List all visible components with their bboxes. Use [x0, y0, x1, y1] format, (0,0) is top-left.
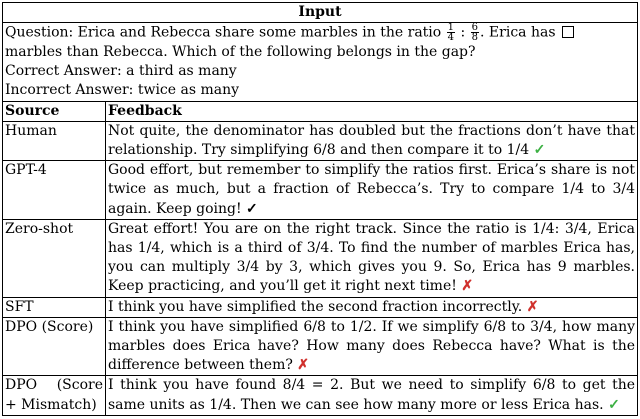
- source-cell: SFT: [3, 297, 106, 317]
- feedback-table: [2, 2, 638, 416]
- blank-box-icon: [562, 26, 574, 38]
- ratio-fraction-a: $\frac{1}{4}$: [447, 22, 455, 44]
- cross-icon: ✗: [461, 278, 474, 295]
- ratio-separator: :: [460, 24, 466, 41]
- cross-icon: ✗: [526, 298, 539, 315]
- feedback-cell: I think you have simplified 6/8 to 1/2. If we simplify 6/8 to 3/4, how many marbles does Erica have? How many does Rebecca have? What is the difference between them? ✗: [106, 317, 638, 376]
- source-column-header: Source: [3, 101, 106, 121]
- incorrect-answer: Incorrect Answer: twice as many: [5, 82, 240, 99]
- feedback-cell: Great effort! You are on the right track. Since the ratio is 1/4: 3/4, Erica has 1/4, which is a third of 3/4. To find the number of marbles Erica has, you can multiply 3/4 by 3, which gives you 9. So, Erica has 9 marbles. Keep practicing, and you’ll get it right next time! ✗: [106, 219, 638, 297]
- feedback-cell: Good effort, but remember to simplify the ratios first. Erica’s share is not twice as much, but a fraction of Rebecca’s. Try to compare 1/4 to 3/4 again. Keep going! ✓: [106, 161, 638, 220]
- source-cell: Human: [3, 121, 106, 160]
- checkmark-icon: ✓: [608, 396, 620, 413]
- source-cell: Zero-shot: [3, 219, 106, 297]
- table-row: [3, 219, 638, 297]
- question-mid: . Erica has: [480, 24, 556, 41]
- checkmark-icon: ✓: [533, 141, 546, 158]
- input-header: Input: [3, 3, 638, 23]
- feedback-cell: I think you have found 8/4 = 2. But we need to simplify 6/8 to get the same units as 1/4. Then we can see how many more or less Erica has. ✓: [106, 376, 638, 415]
- table-row: [3, 297, 638, 317]
- checkmark-icon: ✓: [246, 200, 258, 217]
- table-row: [3, 121, 638, 160]
- table-row: [3, 161, 638, 220]
- feedback-column-header: Feedback: [106, 101, 638, 121]
- table-row: [3, 376, 638, 415]
- feedback-cell: Not quite, the denominator has doubled but the fractions don’t have that relationship. Try simplifying 6/8 and then compare it to 1/4 ✓: [106, 121, 638, 160]
- correct-answer: Correct Answer: a third as many: [5, 63, 237, 80]
- question-end: marbles than Rebecca. Which of the following belongs in the gap?: [5, 43, 476, 60]
- input-section: [3, 23, 638, 101]
- feedback-cell: I think you have simplified the second fraction incorrectly. ✗: [106, 297, 638, 317]
- question-text: [5, 23, 635, 62]
- table-row: [3, 317, 638, 376]
- question-prefix: Question: Erica and Rebecca share some marbles in the ratio: [5, 24, 442, 41]
- ratio-fraction-b: $\frac{6}{8}$: [471, 22, 479, 44]
- figure-table: [2, 2, 638, 415]
- source-cell: DPO (Score + Mismatch): [3, 376, 106, 415]
- source-cell: DPO (Score): [3, 317, 106, 376]
- cross-icon: ✗: [297, 357, 310, 374]
- source-cell: GPT-4: [3, 161, 106, 220]
